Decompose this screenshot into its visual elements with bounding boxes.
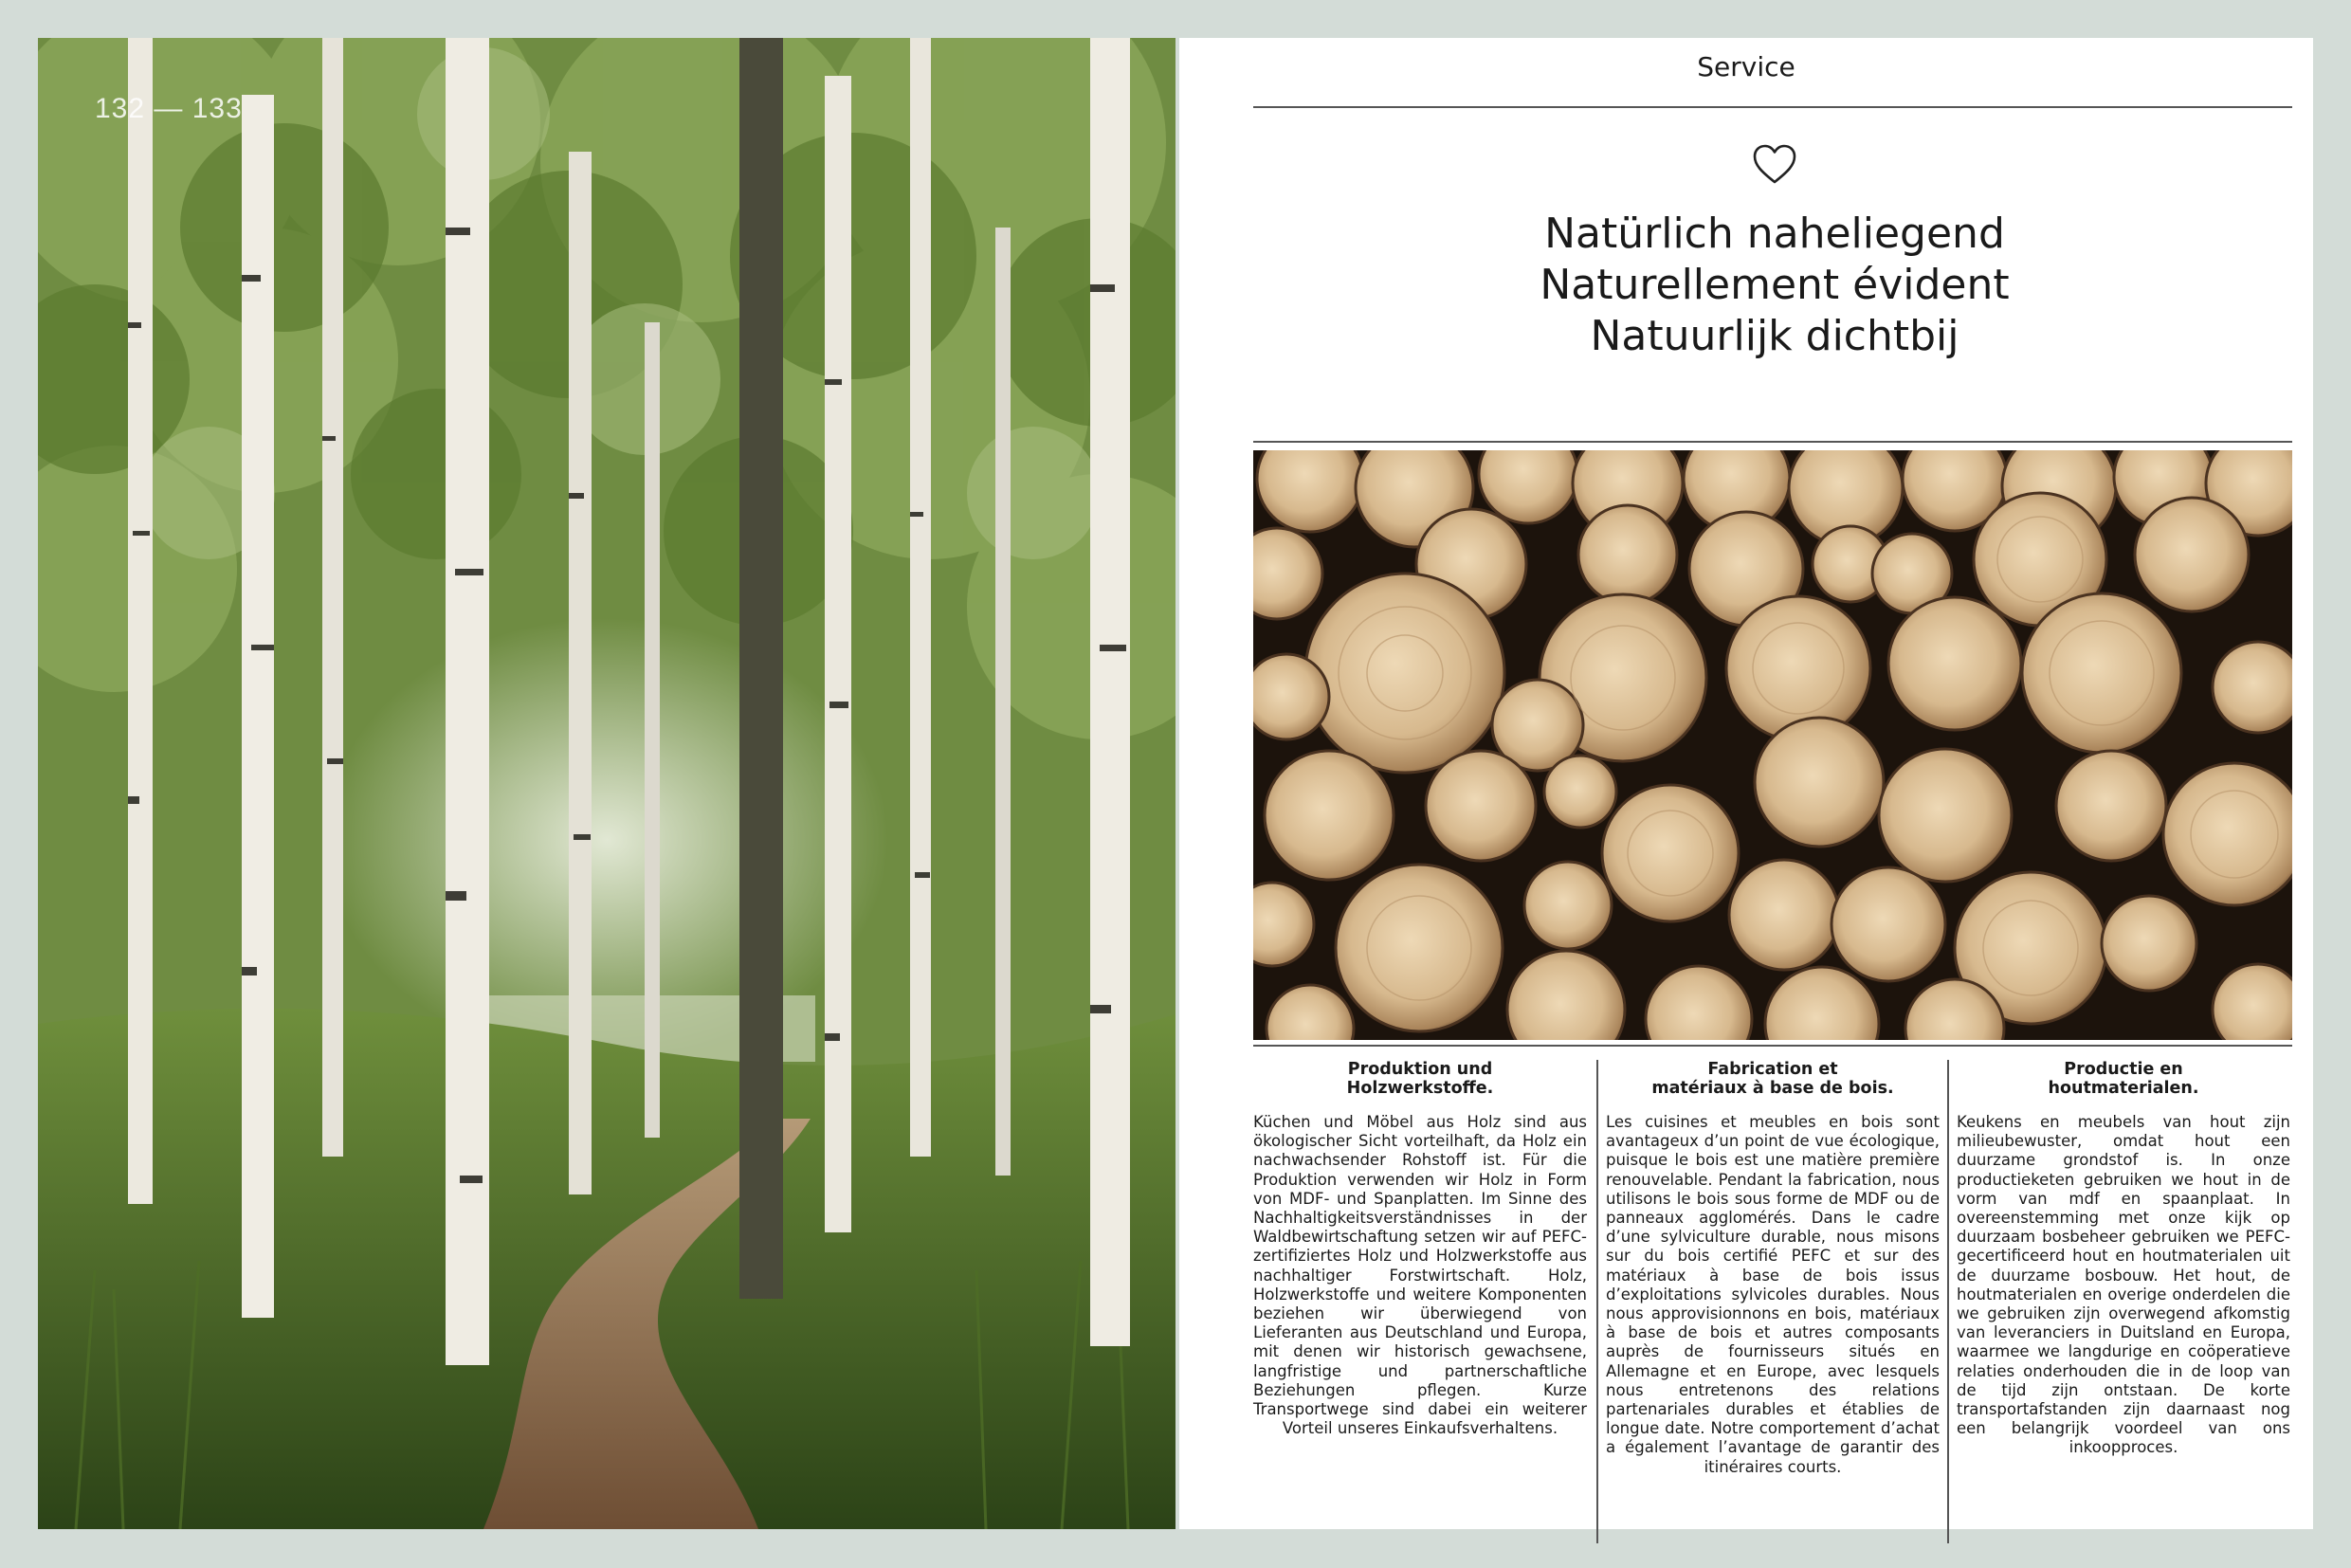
title-line-nl: Natuurlijk dichtbij (1590, 312, 1959, 360)
heading-line: matériaux à base de bois. (1651, 1079, 1894, 1098)
column-german (1253, 1060, 1587, 1438)
log-pile-illustration (1253, 450, 2292, 1040)
column-dutch (1957, 1060, 2290, 1458)
page-title (1179, 209, 2351, 362)
column-body: Les cuisines et meubles en bois sont avantageux d’un point de vue écologique, puisque le bois est une matière première renouvelable. Pendant la fabrication, nous utilisons le bois sous forme de MDF ou de panneaux agglomérés. Dans le cadre d’une sylviculture durable, nous misons sur du bois certifié PEFC et sur des matériaux à base de bois issus d’exploitations sylvicoles durables. Nous nous approvisionnons en bois, matériaux à base de bois et autres composants auprès de fournisseurs situés en Allemagne et en Europe, avec lesquels nous entretenons des relations partenariales durables et établies de longue date. Notre comportement d’achat a également l’avantage de garantir des itinéraires courts. (1606, 1113, 1940, 1476)
column-divider (1596, 1060, 1598, 1543)
column-divider (1947, 1060, 1949, 1543)
heading-line: Productie en (2064, 1060, 2183, 1079)
heart-icon (1750, 140, 1799, 190)
page-numbers: 132 — 133 (95, 93, 243, 124)
column-body: Keukens en meubels van hout zijn milieubewuster, omdat hout een duurzame grondstof is. In onze productieketen gebruiken we hout in de vorm van mdf en spaanplaat. In overeenstemming met onze kijk op duurzaam bosbeheer gebruiken we PEFC-gecertificeerd hout en houtmaterialen uit de duurzame bosbouw. Het hout, de houtmaterialen en overige onderdelen die we gebruiken zijn overwegend afkomstig van leveranciers in Duitsland en Europa, waarmee we langdurige en coöperatieve relaties onderhouden die in de loop van de tijd zijn ontstaan. De korte transportafstanden zijn daarnaast nog een belangrijk voordeel van ons inkoopproces. (1957, 1113, 2290, 1457)
top-rule (1253, 106, 2292, 108)
column-heading (1253, 1060, 1587, 1098)
column-heading (1606, 1060, 1940, 1098)
birch-forest-illustration (38, 38, 1176, 1529)
column-french (1606, 1060, 1940, 1477)
log-pile-photo (1253, 450, 2292, 1040)
column-heading (1957, 1060, 2290, 1098)
section-label: Service (1697, 51, 1795, 82)
title-line-de: Natürlich naheliegend (1544, 210, 2005, 258)
right-page (1179, 38, 2313, 1529)
image-bottom-rule (1253, 1045, 2292, 1047)
heading-line: Holzwerkstoffe. (1346, 1079, 1494, 1098)
birch-forest-photo (38, 38, 1176, 1529)
middle-rule (1253, 441, 2292, 443)
column-body: Küchen und Möbel aus Holz sind aus ökologischer Sicht vorteilhaft, da Holz ein nachwachsender Rohstoff ist. Für die Produktion verwenden wir Holz in Form von MDF- und Spanplatten. Im Sinne des Nachhaltigkeitsverständnisses in der Waldbewirtschaftung setzen wir auf PEFC-zertifiziertes Holz und Holzwerkstoffe aus nachhaltiger Forstwirtschaft. Holz, Holzwerkstoffe und weitere Komponenten beziehen wir überwiegend von Lieferanten aus Deutschland und Europa, mit denen wir historisch gewachsene, langfristige und partnerschaftliche Beziehungen pflegen. Kurze Transportwege sind dabei ein weiterer Vorteil unseres Einkaufsverhaltens. (1253, 1113, 1587, 1438)
heading-line: Fabrication et (1707, 1060, 1838, 1079)
heading-line: Produktion und (1347, 1060, 1493, 1079)
title-line-fr: Naturellement évident (1540, 261, 2010, 309)
heading-line: houtmaterialen. (2048, 1079, 2199, 1098)
